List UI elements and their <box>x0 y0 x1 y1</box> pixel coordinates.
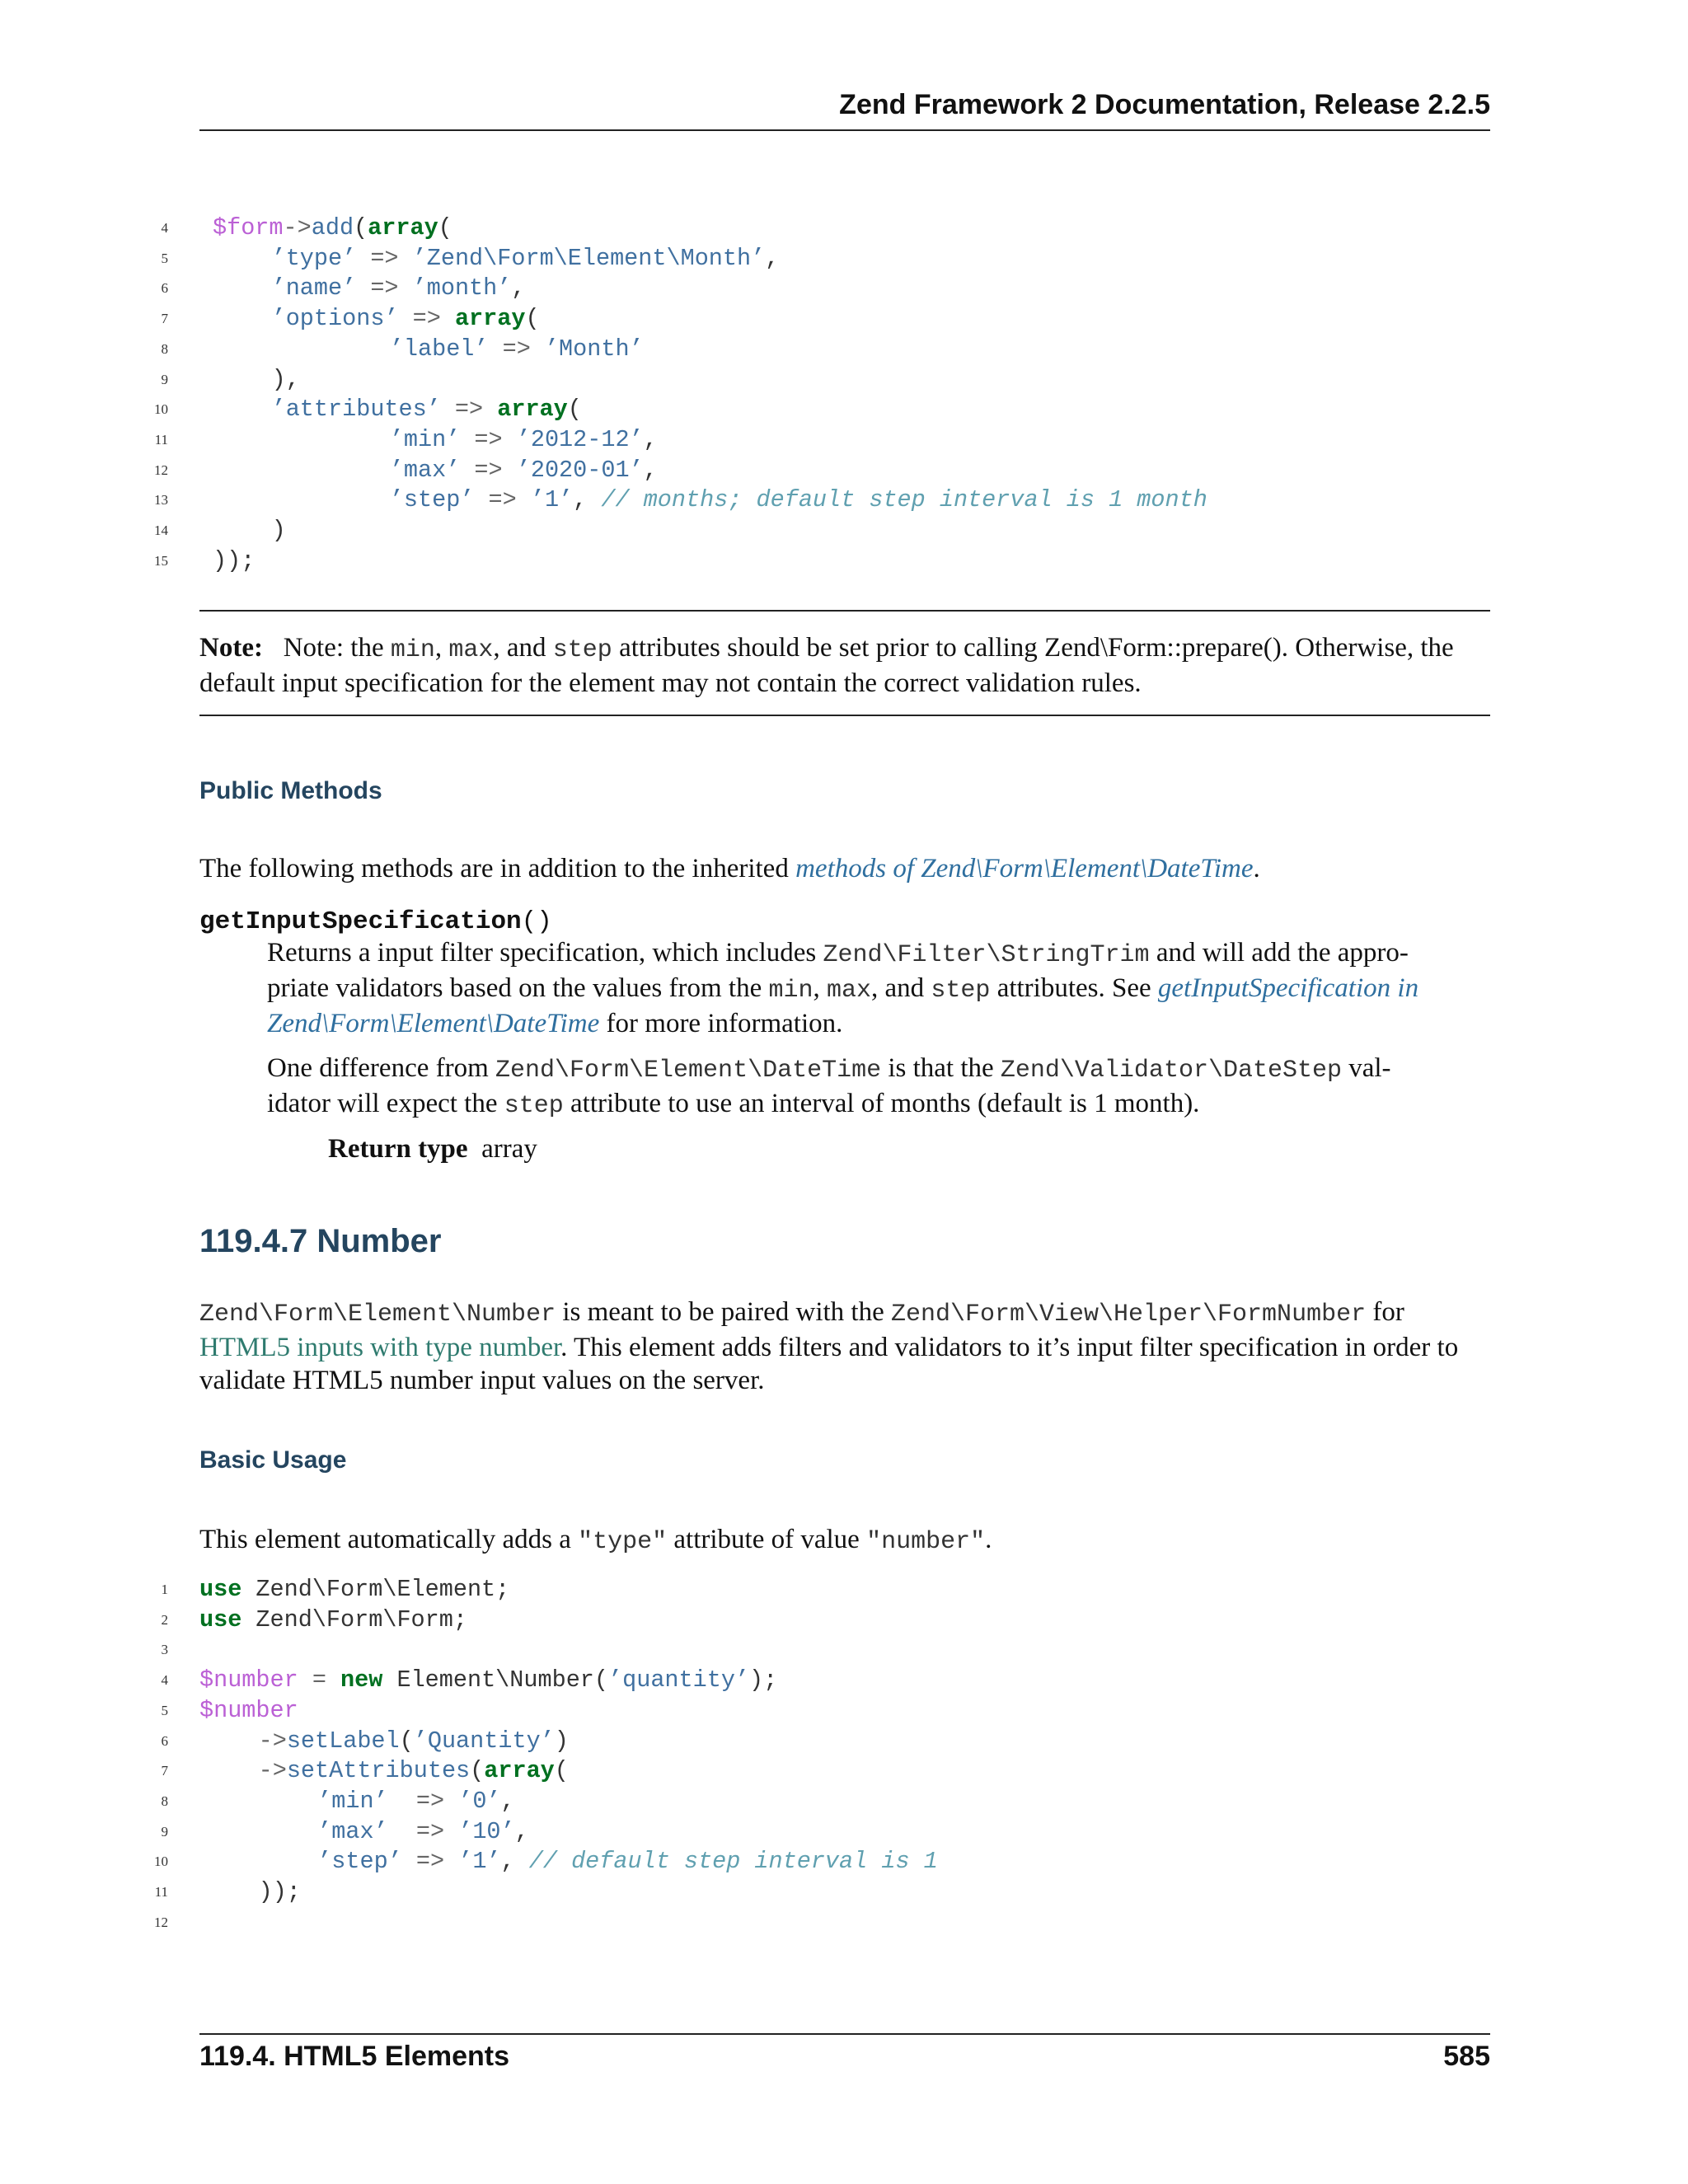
header-rule <box>199 129 1490 131</box>
code-text <box>272 303 540 334</box>
running-header: Zend Framework 2 Documentation, Release 2.2.5 <box>839 89 1490 120</box>
code-token: ’min’ <box>317 1787 388 1815</box>
desc-text: attribute of value <box>667 1525 867 1554</box>
desc-text: , <box>813 973 827 1003</box>
code-text <box>390 485 1207 515</box>
inline-code: step <box>504 1092 564 1120</box>
code-token: ’10’ <box>458 1817 515 1845</box>
method-description <box>267 936 1490 1040</box>
basic-usage-heading: Basic Usage <box>199 1446 347 1474</box>
code-text <box>272 364 300 395</box>
inline-code: max <box>448 636 494 664</box>
html5-number-input-link[interactable]: HTML5 inputs with type number <box>199 1333 561 1362</box>
desc-text: idator will expect the <box>267 1089 504 1118</box>
code-token: array <box>497 396 568 424</box>
code-token: => <box>387 1817 459 1845</box>
code-token: => <box>440 396 498 424</box>
return-type <box>328 1132 537 1165</box>
code-token: ); <box>749 1666 778 1694</box>
code-token: Zend\Form\Form; <box>241 1605 467 1633</box>
footer-rule <box>199 2033 1490 2035</box>
code-token: array <box>368 214 438 241</box>
code-token: ’Quantity’ <box>413 1727 555 1755</box>
code-token: = <box>298 1666 341 1694</box>
note-label: Note: <box>199 633 263 663</box>
code-token: use <box>199 1605 242 1633</box>
code-token: ’label’ <box>389 335 489 363</box>
note-box <box>199 631 1490 700</box>
code-token: add <box>311 214 354 241</box>
public-methods-heading: Public Methods <box>199 777 382 804</box>
method-name: getInputSpecification <box>199 907 522 936</box>
desc-text: attributes. See <box>990 973 1158 1003</box>
code-token: , <box>573 486 602 514</box>
code-token: , <box>765 244 780 272</box>
footer-section: 119.4. HTML5 Elements <box>199 2041 510 2072</box>
code-token: ’options’ <box>271 305 399 333</box>
code-text <box>259 1726 569 1756</box>
code-token: ’1’ <box>530 486 574 514</box>
return-type-value: array <box>481 1134 537 1164</box>
code-token: )); <box>258 1878 301 1905</box>
code-token: => <box>387 1787 459 1815</box>
code-token: setLabel <box>286 1727 400 1755</box>
inline-code: Zend\Validator\DateStep <box>1000 1057 1342 1085</box>
code-token: ’max’ <box>389 456 461 484</box>
basic-usage-text <box>199 1523 992 1558</box>
code-token: ’max’ <box>317 1817 388 1845</box>
code-token: ’2012-12’ <box>516 425 644 453</box>
code-token: ’min’ <box>389 425 461 453</box>
code-token: => <box>356 244 413 272</box>
datetime-element-link[interactable]: Zend\Form\Element\DateTime <box>267 1009 600 1038</box>
line-number: 13 <box>154 492 168 509</box>
code-token: ( <box>399 1727 414 1755</box>
code-text <box>272 243 780 274</box>
code-token: array <box>484 1757 555 1785</box>
datetime-methods-link[interactable]: methods of Zend\Form\Element\DateTime <box>795 854 1254 883</box>
note-text: , and <box>493 633 553 663</box>
code-token: => <box>398 305 455 333</box>
code-text <box>259 1755 569 1786</box>
inline-code: step <box>552 636 612 664</box>
code-text <box>199 1574 509 1605</box>
code-token: ’attributes’ <box>271 396 441 424</box>
desc-text: , and <box>871 973 931 1003</box>
code-token: => <box>488 335 545 363</box>
page-footer <box>199 2041 1490 2073</box>
line-number: 4 <box>161 1672 168 1689</box>
inline-code: Zend\Form\View\Helper\FormNumber <box>890 1301 1367 1329</box>
desc-text: and will add the appro- <box>1149 938 1409 968</box>
code-token: $number <box>199 1666 298 1694</box>
line-number: 8 <box>161 1793 168 1809</box>
desc-text: One difference from <box>267 1053 496 1083</box>
code-token: ’quantity’ <box>608 1666 750 1694</box>
code-token: new <box>340 1666 383 1694</box>
code-token: -> <box>258 1757 287 1785</box>
line-number: 12 <box>154 1914 168 1930</box>
code-token: ( <box>567 396 582 424</box>
code-text <box>390 334 644 364</box>
inline-code: Zend\Filter\StringTrim <box>823 941 1150 969</box>
inline-code: Zend\Form\Element\Number <box>199 1301 556 1329</box>
line-number: 7 <box>161 1763 168 1779</box>
number-intro <box>199 1296 1490 1397</box>
code-token: Zend\Form\Element; <box>241 1576 510 1603</box>
code-token: , <box>500 1787 515 1815</box>
inline-code: "number" <box>866 1528 986 1556</box>
code-token: )); <box>213 546 256 574</box>
intro-text: The following methods are in addition to the inherited <box>199 854 796 883</box>
desc-text: is that the <box>881 1053 1001 1083</box>
line-number: 4 <box>161 220 168 236</box>
code-token: ) <box>271 517 286 544</box>
desc-text: This element automatically adds a <box>199 1525 579 1554</box>
line-number: 9 <box>161 371 168 387</box>
code-token: ’2020-01’ <box>516 456 644 484</box>
code-text <box>390 424 658 455</box>
code-token: , <box>511 274 526 302</box>
code-token: -> <box>283 214 312 241</box>
public-methods-intro <box>199 852 1260 885</box>
code-token: , <box>500 1848 529 1876</box>
code-token: ( <box>525 305 540 333</box>
code-token: ’step’ <box>389 486 475 514</box>
note-text: attributes should be set prior to calling Zend\Form::prepare(). Otherwise, the <box>612 633 1454 663</box>
line-number: 5 <box>161 250 168 266</box>
code-text <box>199 1695 298 1726</box>
code-text <box>272 515 286 546</box>
code-token: ) <box>554 1727 569 1755</box>
code-text <box>317 1816 529 1847</box>
code-token: $form <box>213 214 284 241</box>
code-token: ( <box>554 1757 569 1785</box>
desc-text: Returns a input filter specification, which includes <box>267 938 823 968</box>
desc-text: for more information. <box>599 1009 843 1038</box>
code-text <box>317 1846 938 1877</box>
method-parens: () <box>521 907 552 936</box>
code-token: -> <box>258 1727 287 1755</box>
line-number: 10 <box>154 401 168 418</box>
code-token: ), <box>271 365 300 393</box>
code-text <box>272 394 582 424</box>
code-token: , <box>514 1817 529 1845</box>
code-text <box>317 1786 514 1816</box>
code-token: ’Zend\Form\Element\Month’ <box>412 244 766 272</box>
code-token: array <box>454 305 526 333</box>
intro-text: . This element adds filters and validators to it’s input filter specification in order to <box>560 1333 1459 1362</box>
code-token: => <box>401 1848 459 1876</box>
line-number: 6 <box>161 1732 168 1749</box>
line-number: 5 <box>161 1702 168 1718</box>
line-number: 12 <box>154 462 168 478</box>
line-number: 7 <box>161 311 168 327</box>
note-text-line2: default input specification for the element may not contain the correct validation rules. <box>199 668 1142 698</box>
getinputspecification-link[interactable]: getInputSpecification in <box>1157 973 1419 1003</box>
line-number: 6 <box>161 280 168 297</box>
number-section-heading: 119.4.7 Number <box>199 1223 442 1259</box>
line-number: 8 <box>161 340 168 357</box>
return-type-label: Return type <box>328 1134 468 1164</box>
desc-text: priate validators based on the values from the <box>267 973 769 1003</box>
code-token: ’0’ <box>458 1787 501 1815</box>
inline-code: min <box>390 636 435 664</box>
code-token: ( <box>470 1757 485 1785</box>
code-text <box>199 1605 467 1635</box>
code-token: ( <box>438 214 452 241</box>
code-token: , <box>643 425 658 453</box>
line-number: 2 <box>161 1611 168 1628</box>
code-token: ( <box>354 214 368 241</box>
line-number: 9 <box>161 1823 168 1840</box>
code-token: // months; default step interval is 1 month <box>601 486 1207 514</box>
note-text: , <box>434 633 449 663</box>
inline-code: "type" <box>578 1528 668 1556</box>
method-signature <box>199 903 552 939</box>
line-number: 11 <box>154 431 168 448</box>
code-token: ’month’ <box>412 274 512 302</box>
code-token: ’Month’ <box>544 335 644 363</box>
intro-text: validate HTML5 number input values on the server. <box>199 1366 765 1395</box>
code-token: setAttributes <box>286 1757 471 1785</box>
page-number: 585 <box>1443 2041 1490 2072</box>
intro-text: for <box>1366 1297 1404 1327</box>
line-number: 1 <box>161 1582 168 1597</box>
line-number: 3 <box>161 1642 168 1658</box>
code-token: => <box>460 456 517 484</box>
line-number: 11 <box>154 1884 168 1900</box>
code-token: Element\Number( <box>382 1666 609 1694</box>
note-top-rule <box>199 610 1490 612</box>
code-token: $number <box>199 1696 298 1724</box>
code-text <box>213 213 452 243</box>
line-number: 10 <box>154 1854 168 1870</box>
desc-text: attribute to use an interval of months (default is 1 month). <box>563 1089 1200 1118</box>
desc-text: val- <box>1341 1053 1391 1083</box>
code-text <box>213 546 255 576</box>
code-token: => <box>474 486 531 514</box>
inline-code: min <box>768 977 814 1005</box>
code-text <box>390 455 658 485</box>
intro-end: . <box>1253 854 1260 883</box>
inline-code: max <box>827 977 872 1005</box>
code-token: // default step interval is 1 <box>528 1848 938 1876</box>
note-bottom-rule <box>199 715 1490 716</box>
intro-text: is meant to be paired with the <box>556 1297 891 1327</box>
inline-code: step <box>931 977 991 1005</box>
desc-text: . <box>985 1525 992 1554</box>
method-difference-note <box>267 1052 1490 1122</box>
code-token: ’name’ <box>271 274 357 302</box>
code-token: use <box>199 1576 242 1603</box>
code-token: , <box>643 456 658 484</box>
code-token: => <box>356 274 413 302</box>
code-token: ’type’ <box>271 244 357 272</box>
code-token: ’step’ <box>317 1848 402 1876</box>
line-number: 15 <box>154 552 168 569</box>
inline-code: Zend\Form\Element\DateTime <box>495 1057 882 1085</box>
code-text <box>259 1877 301 1907</box>
line-number: 14 <box>154 523 168 538</box>
code-token: => <box>460 425 517 453</box>
code-token: ’1’ <box>458 1848 501 1876</box>
code-text <box>199 1665 777 1695</box>
code-text <box>272 273 526 303</box>
note-text: Note: the <box>283 633 391 663</box>
